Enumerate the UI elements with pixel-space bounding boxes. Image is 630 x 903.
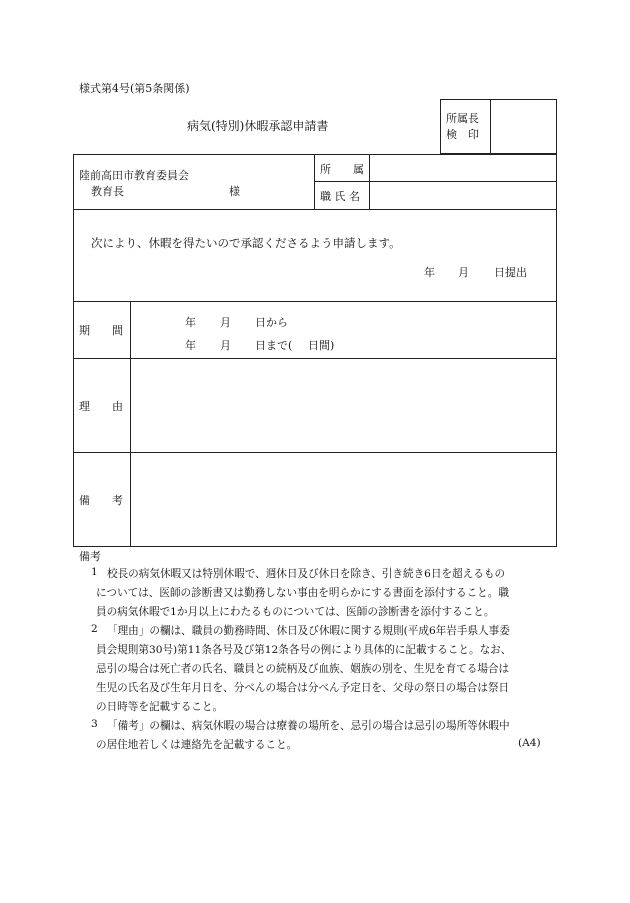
period-to-year: 年 xyxy=(185,339,196,352)
addressee-line2: 教育長 xyxy=(91,185,124,198)
note-number: 2 xyxy=(91,623,98,635)
period-from-month: 月 xyxy=(220,316,231,329)
department-label: 所 属 xyxy=(320,163,364,176)
submit-year: 年 xyxy=(424,266,435,279)
note-line: 「理由」の欄は、職員の勤務時間、休日及び休暇に関する規則(平成6年岩手県人事委 xyxy=(107,625,510,637)
label-column-divider xyxy=(130,301,131,547)
form-number: 様式第4号(第5条関係) xyxy=(79,82,190,95)
position-name-label: 職 氏 名 xyxy=(320,190,360,203)
period-label: 期 間 xyxy=(79,324,123,337)
note-line: 忌引の場合は死亡者の氏名、職員との続柄及び血族、姻族の別を、生児を育てる場合は xyxy=(96,663,510,675)
note-line: の日時等を記載すること。 xyxy=(96,701,224,713)
approval-seal-area[interactable] xyxy=(492,101,554,152)
reason-row-top-line xyxy=(73,358,557,359)
header-bottom-line xyxy=(73,209,557,210)
note-line: 校長の病気休暇又は特別休暇で、週休日及び休日を除き、引き続き6日を超えるもの xyxy=(107,568,506,580)
note-number: 1 xyxy=(91,566,98,578)
notes-heading: 備考 xyxy=(79,550,101,563)
note-line: 員の病気休暇で1か月以上にわたるものについては、医師の診断書を添付すること。 xyxy=(96,606,495,618)
period-row-top-line xyxy=(73,301,557,302)
note-line: 員会規則第30号)第11条各号及び第12条各号の例により具体的に記載すること。なお、 xyxy=(96,644,512,656)
period-to-day: 日まで( xyxy=(255,339,293,352)
note-line: については、医師の診断書又は勤務しない事由を明らかにする書面を添付すること。職 xyxy=(96,587,509,599)
submit-month: 月 xyxy=(458,266,469,279)
period-days: 日間) xyxy=(308,339,335,352)
period-from-year: 年 xyxy=(185,316,196,329)
department-field[interactable] xyxy=(372,157,554,179)
paper-size: (A4) xyxy=(518,737,541,749)
period-from-day: 日から xyxy=(255,316,288,329)
approval-label-line1: 所属長 xyxy=(446,112,479,125)
applicant-row-divider xyxy=(314,181,557,182)
note-line: 「備考」の欄は、病気休暇の場合は療養の場所を、忌引の場合は忌引の場所等休暇中 xyxy=(107,720,510,732)
submit-day: 日提出 xyxy=(494,266,527,279)
addressee-honorific: 様 xyxy=(229,185,240,198)
note-line: の居住地若しくは連絡先を記載すること。 xyxy=(96,739,298,751)
note-number: 3 xyxy=(91,718,98,730)
approval-box-divider xyxy=(490,99,491,154)
remarks-row-top-line xyxy=(73,452,557,453)
position-name-field[interactable] xyxy=(372,184,554,207)
reason-label: 理 由 xyxy=(79,400,123,413)
remarks-label: 備 考 xyxy=(79,494,123,507)
request-statement: 次により、休暇を得たいので承認くださるよう申請します。 xyxy=(91,236,401,250)
addressee-line1: 陸前高田市教育委員会 xyxy=(79,169,189,182)
period-to-month: 月 xyxy=(220,339,231,352)
reason-field[interactable] xyxy=(133,361,553,449)
note-line: 生児の氏名及び生年月日を、分べんの場合は分べん予定日を、父母の祭日の場合は祭日 xyxy=(96,682,510,694)
approval-label-line2: 検 印 xyxy=(446,128,479,141)
notes-list xyxy=(0,566,630,756)
form-title: 病気(特別)休暇承認申請書 xyxy=(187,119,329,133)
remarks-field[interactable] xyxy=(133,455,553,543)
